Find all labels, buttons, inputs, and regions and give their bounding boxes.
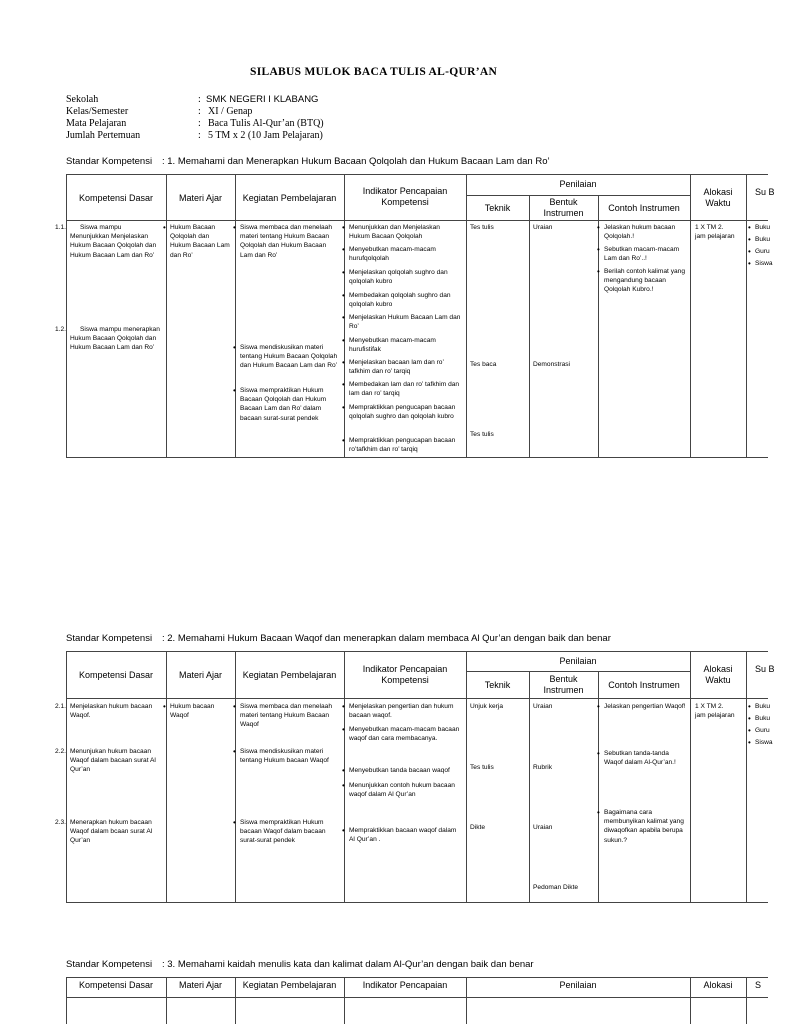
indikator-item: • Menyebutkan macam-macam bacaan waqof dan cara membacanya. <box>349 725 462 743</box>
sumber-item: • Buku <box>755 223 770 232</box>
bentuk-text: Pedoman Dikte <box>533 884 579 891</box>
header-penilaian: Penilaian <box>559 179 597 189</box>
contoh-item: • Bagaimana cara membunyikan kalimat yang diwaqofkan apabila berupa sukun.? <box>604 808 686 845</box>
header-materi: Materi Ajar <box>178 193 222 203</box>
kd-text: Siswa mampu menerapkan Hukum Bacaan Qolqolah dan Hukum Bacaan Lam dan Ro’ <box>70 326 160 352</box>
meta-value-mapel: Baca Tulis Al-Qur’an (BTQ) <box>208 118 324 129</box>
indikator-item: • Menunjukkan dan Menjelaskan Hukum Bacaan Qolqolah <box>349 223 462 241</box>
indikator-item: • Menyebutkan tanda bacaan waqof <box>349 766 462 775</box>
header-penilaian: Penilaian <box>559 656 597 666</box>
bentuk-text: Uraian <box>533 824 553 831</box>
header-indikator: Indikator Pencapaian Kompetensi <box>362 186 448 207</box>
meta-colon: : <box>198 106 201 117</box>
document-title: SILABUS MULOK BACA TULIS AL-QUR’AN <box>250 66 498 78</box>
header-kegiatan: Kegiatan Pembelajaran <box>242 193 337 203</box>
header-materi: Materi Ajar <box>178 980 222 990</box>
header-contoh: Contoh Instrumen <box>608 203 680 213</box>
teknik-text: Tes tulis <box>470 764 494 771</box>
sumber-item: • Siswa <box>755 259 773 268</box>
kd-text: Siswa mampu Menunjukkan Menjelaskan Hukum Bacaan Qolqolah dan Hukum Bacaan Lam dan Ro’ <box>70 224 157 259</box>
materi-text: • Hukum Bacaan Qolqolah dan Hukum Bacaan Lam dan Ro’ <box>170 223 230 260</box>
meta-value-sekolah: SMK NEGERI I KLABANG <box>206 94 319 105</box>
indikator-item: • Menjelaskan Hukum Bacaan Lam dan Ro’ <box>349 313 462 331</box>
indikator-item: • Membedakan qolqolah sughro dan qolqolah kubro <box>349 291 462 309</box>
header-kd: Kompetensi Dasar <box>78 670 154 680</box>
bentuk-text: Uraian <box>533 224 553 231</box>
kegiatan-item: • Siswa mempraktikan Hukum Bacaan Qolqolah dan Hukum Bacaan Lam dan Ro’ dalam bacaan surat-surat pendek <box>240 386 340 423</box>
header-contoh: Contoh Instrumen <box>608 680 680 690</box>
teknik-text: Tes tulis <box>470 224 494 231</box>
sk1-text: : 1. Memahami dan Menerapkan Hukum Bacaan Qolqolah dan Hukum Bacaan Lam dan Ro’ <box>162 156 550 167</box>
kegiatan-item: • Siswa membaca dan menelaah materi tentang Hukum Bacaan Qolqolah dan Hukum Bacaan Lam dan Ro’ <box>240 223 340 260</box>
alokasi-text: 1 X TM 2. jam pelajaran <box>695 224 735 241</box>
alokasi-text: 1 X TM 2. jam pelajaran <box>695 703 735 720</box>
kd-number: 2.1. <box>55 703 66 710</box>
header-alokasi: Alokasi Waktu <box>703 187 733 208</box>
header-sumber: S <box>755 980 762 990</box>
teknik-text: Tes tulis <box>470 431 494 438</box>
contoh-item: • Sebutkan macam-macam Lam dan Ro’..! <box>604 245 686 263</box>
indikator-item: • Mempraktikkan bacaan waqof dalam Al Qur’an . <box>349 826 462 844</box>
sk3-label: Standar Kompetensi <box>66 959 153 970</box>
sumber-item: • Guru <box>755 247 770 256</box>
kd-number: 2.3. <box>55 819 66 826</box>
meta-colon: : <box>198 130 201 141</box>
header-indikator: Indikator Pencapaian Kompetensi <box>362 664 448 685</box>
header-alokasi: Alokasi Waktu <box>703 664 733 685</box>
sk3-text: : 3. Memahami kaidah menulis kata dan kalimat dalam Al-Qur’an dengan baik dan benar <box>162 959 534 970</box>
contoh-item: • Berilah contoh kalimat yang mengandung bacaan Qolqolah Kubro.! <box>604 267 686 295</box>
meta-colon: : <box>198 118 201 129</box>
meta-label-mapel: Mata Pelajaran <box>66 118 127 129</box>
kd-text: Menerapkan hukum bacaan Waqof dalam bcaan surat Al Qur’an <box>70 819 153 845</box>
indikator-item: • Menjelaskan pengertian dan hukum bacaan waqof. <box>349 702 462 720</box>
indikator-item: • Menjelaskan bacaan lam dan ro’ tafkhim dan ro’ tarqiq <box>349 358 462 376</box>
kd-number: 1.1. <box>55 224 66 231</box>
meta-label-sekolah: Sekolah <box>66 94 99 105</box>
header-kd: Kompetensi Dasar <box>78 193 154 203</box>
sumber-item: • Guru <box>755 726 770 735</box>
indikator-item: • Menyebutkan macam-macam hurufqolqolah <box>349 245 462 263</box>
sk2-label: Standar Kompetensi <box>66 633 153 644</box>
kd-text: Menjelaskan hukum bacaan Waqof. <box>70 703 153 720</box>
bentuk-text: Demonstrasi <box>533 361 571 368</box>
header-bentuk: Bentuk Instrumen <box>543 197 584 218</box>
header-indikator: Indikator Pencapaian <box>362 980 448 990</box>
header-bentuk: Bentuk Instrumen <box>543 674 584 695</box>
indikator-item: • Mempraktikkan pengucapan bacaan ro’tafkhim dan ro’ tarqiq <box>349 436 462 454</box>
header-kd: Kompetensi Dasar <box>78 980 154 990</box>
materi-text: • Hukum bacaan Waqof <box>170 702 230 720</box>
teknik-text: Unjuk kerja <box>470 703 503 710</box>
header-sumber: Su B <box>755 664 775 674</box>
header-materi: Materi Ajar <box>178 670 222 680</box>
header-kegiatan: Kegiatan Pembelajaran <box>242 670 337 680</box>
meta-label-kelas: Kelas/Semester <box>66 106 129 117</box>
kd-number: 1.2. <box>55 326 66 333</box>
indikator-item: • Mempraktikkan pengucapan bacaan qolqolah sughro dan qolqolah kubro <box>349 403 462 421</box>
kd-text: Menunjukan hukum bacaan Waqof dalam bacaan surat Al Qur’an <box>70 748 156 774</box>
sk2-text: : 2. Memahami Hukum Bacaan Waqof dan menerapkan dalam membaca Al Qur’an dengan baik dan benar <box>162 633 611 644</box>
contoh-item: • Sebutkan tanda-tanda Waqof dalam Al-Qur’an.! <box>604 749 686 767</box>
sk1-label: Standar Kompetensi <box>66 156 153 167</box>
header-sumber: Su B <box>755 187 775 197</box>
kegiatan-item: • Siswa mendiskusikan materi tentang Hukum bacaan Waqof <box>240 747 340 765</box>
sumber-item: • Siswa <box>755 738 773 747</box>
meta-label-pertemuan: Jumlah Pertemuan <box>66 130 141 141</box>
header-teknik: Teknik <box>484 680 511 690</box>
teknik-text: Tes baca <box>470 361 497 368</box>
header-penilaian: Penilaian <box>559 980 597 990</box>
meta-value-kelas: XI / Genap <box>208 106 253 117</box>
header-kegiatan: Kegiatan Pembelajaran <box>242 980 337 990</box>
contoh-item: • Jelaskan hukum bacaan Qolqolah.! <box>604 223 686 241</box>
kegiatan-item: • Siswa mendiskusikan materi tentang Hukum Bacaan Qolqolah dan Hukum Bacaan Lam dan Ro’ <box>240 343 340 371</box>
indikator-item: • Menunjukkan contoh hukum bacaan waqof dalam Al Qur’an <box>349 781 462 799</box>
kegiatan-item: • Siswa mempraktikan Hukum bacaan Waqof dalam bacaan surat-surat pendek <box>240 818 340 846</box>
indikator-item: • Menjelaskan qolqolah sughro dan qolqolah kubro <box>349 268 462 286</box>
header-teknik: Teknik <box>484 203 511 213</box>
kegiatan-item: • Siswa membaca dan menelaah materi tentang Hukum Bacaan Waqof <box>240 702 340 730</box>
indikator-item: • Membedakan lam dan ro’ tafkhim dan lam dan ro’ tarqiq <box>349 380 462 398</box>
teknik-text: Dikte <box>470 824 486 831</box>
sumber-item: • Buku <box>755 714 770 723</box>
bentuk-text: Rubrik <box>533 764 553 771</box>
sumber-item: • Buku <box>755 702 770 711</box>
header-alokasi: Alokasi <box>703 980 733 990</box>
meta-value-pertemuan: 5 TM x 2 (10 Jam Pelajaran) <box>208 130 323 141</box>
meta-colon: : <box>198 94 201 105</box>
contoh-item: • Jelaskan pengertian Waqof! <box>604 702 686 711</box>
bentuk-text: Uraian <box>533 703 553 710</box>
indikator-item: • Menyebutkan macam-macam hurufistifak <box>349 336 462 354</box>
kd-number: 2.2. <box>55 748 66 755</box>
sumber-item: • Buku <box>755 235 770 244</box>
